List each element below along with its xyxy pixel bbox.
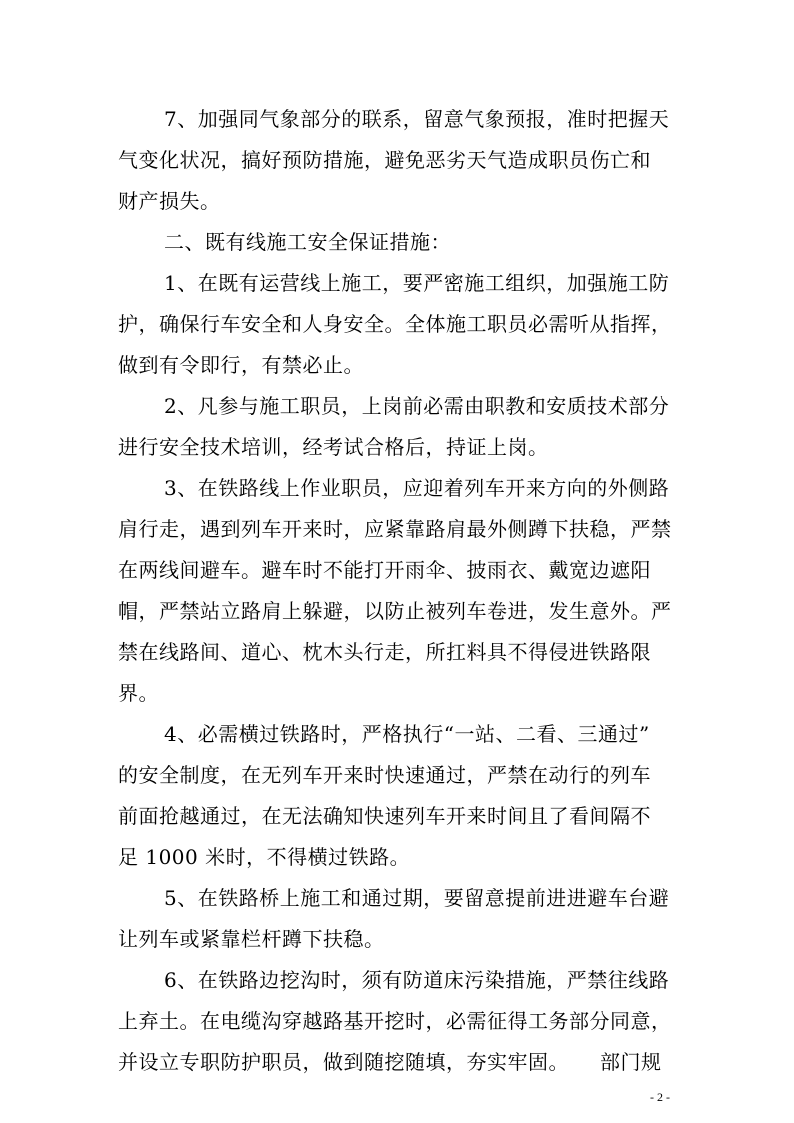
text-line: 足 1000 米时，不得横过铁路。 — [118, 845, 411, 869]
text-line: 5、在铁路桥上施工和通过期，要留意提前进进避车台避 — [164, 886, 670, 910]
text-line: 6、在铁路边挖沟时，须有防道床污染措施，严禁往线路 — [164, 968, 670, 992]
text-line: 4、必需横过铁路时，严格执行“一站、二看、三通过” — [164, 722, 650, 746]
text-line: 3、在铁路线上作业职员，应迎着列车开来方向的外侧路 — [164, 476, 670, 500]
text-line: 并设立专职防护职员，做到随挖随填，夯实牢固。 部门规 — [118, 1050, 662, 1074]
text-line: 界。 — [118, 681, 159, 705]
text-line: 进行安全技术培训，经考试合格后，持证上岗。 — [118, 435, 549, 459]
text-line: 做到有令即行，有禁必止。 — [118, 353, 364, 377]
text-line: 在两线间避车。避车时不能打开雨伞、披雨衣、戴宽边遮阳 — [118, 558, 651, 582]
text-line: 前面抢越通过，在无法确知快速列车开来时间且了看间隔不 — [118, 804, 651, 828]
text-line: 上弃土。在电缆沟穿越路基开挖时，必需征得工务部分同意， — [118, 1009, 672, 1033]
text-line: 的安全制度，在无列车开来时快速通过，严禁在动行的列车 — [118, 763, 651, 787]
page-number: - 2 - — [650, 1090, 670, 1104]
text-line: 7、加强同气象部分的联系，留意气象预报，准时把握天 — [164, 107, 670, 131]
section-heading: 二、既有线施工安全保证措施： — [164, 230, 451, 254]
text-line: 护，确保行车安全和人身安全。全体施工职员必需听从指挥， — [118, 312, 672, 336]
text-line: 禁在线路间、道心、枕木头行走，所扛料具不得侵进铁路限 — [118, 640, 651, 664]
text-line: 气变化状况，搞好预防措施，避免恶劣天气造成职员伤亡和 — [118, 148, 651, 172]
text-line: 让列车或紧靠栏杆蹲下扶稳。 — [118, 927, 385, 951]
text-line: 1、在既有运营线上施工，要严密施工组织，加强施工防 — [164, 271, 670, 295]
text-line: 财产损失。 — [118, 189, 221, 213]
text-line: 肩行走，遇到列车开来时，应紧靠路肩最外侧蹲下扶稳，严禁 — [118, 517, 672, 541]
text-line: 2、凡参与施工职员，上岗前必需由职教和安质技术部分 — [164, 394, 670, 418]
text-line: 帽，严禁站立路肩上躲避，以防止被列车卷进，发生意外。严 — [118, 599, 672, 623]
